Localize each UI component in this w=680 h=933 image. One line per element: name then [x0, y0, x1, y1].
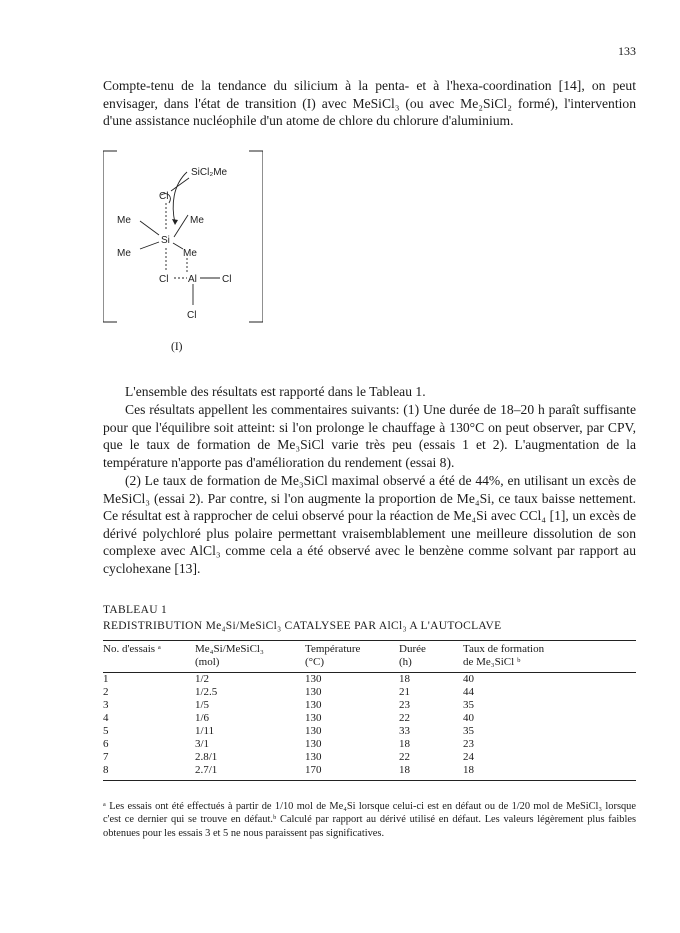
table-row — [103, 699, 636, 712]
table-cell: 2.8/1 — [195, 751, 218, 763]
table-number: TABLEAU 1 — [103, 604, 168, 616]
table-row — [103, 751, 636, 764]
atom-al: Al — [188, 274, 197, 285]
table-title: REDISTRIBUTION Me₄Si/MeSiCl₃ CATALYSEE PAR AlCl₃ A L'AUTOCLAVE — [103, 620, 502, 632]
table-cell: 2.7/1 — [195, 764, 218, 776]
table-cell: 170 — [305, 764, 322, 776]
atom-si: Si — [161, 235, 170, 246]
paragraph-ensemble: L'ensemble des résultats est rapporté dans le Tableau 1. — [125, 384, 426, 399]
header-ratio-line1: Me₄Si/MeSiCl₃ — [195, 643, 264, 655]
atom-sicl2me: SiCl₂Me — [191, 167, 228, 178]
table-cell: 22 — [399, 751, 410, 763]
table-footnotes: ᵃ Les essais ont été effectués à partir de 1/10 mol de Me₄Si lorsque celui-ci est en défaut ou de 1/20 mol de MeSiCl₃ lorsque c'est ce dernier qui se trouve en défaut.ᵇ Calculé par rapport au dérivé utilisé en défaut. Les valeurs légèrement plus faibles obtenues pour les essais 3 et 5 ne nous paraissent pas significatives. — [103, 801, 636, 839]
atom-cl-top: Cl — [159, 191, 169, 202]
table-header-row — [103, 641, 636, 673]
bond-me-si-upper-right — [174, 215, 188, 237]
table-cell: 23 — [399, 699, 410, 711]
paragraph-comment-2: (2) Le taux de formation de Me₃SiCl maximal observé a été de 44%, en utilisant un excès de MeSiCl₃ (essai 2). Par contre, si l'on augmente la proportion de Me₄Si, ce taux baisse nettement. Ce résultat est à rapprocher de celui observé pour la réaction de Me₄Si avec CCl₄ [1], un excès de dérivé polychloré plus polaire permettant vraisemblablement une meilleure dissolution de son complexe avec AlCl₃ comme cela a été observé avec le benzène comme solvant par rapport au cyclohexane [13]. — [103, 473, 636, 576]
table-cell: 1/2.5 — [195, 686, 218, 698]
header-taux — [463, 641, 636, 673]
header-taux-line1: Taux de formation — [463, 643, 545, 655]
table-cell: 3 — [103, 699, 109, 711]
header-temperature — [305, 641, 399, 673]
transition-state-figure — [103, 145, 263, 330]
table-cell: 35 — [463, 699, 474, 711]
table-cell: 23 — [463, 738, 474, 750]
table-cell: 40 — [463, 673, 474, 685]
results-table — [103, 640, 636, 781]
table-row — [103, 738, 636, 751]
table-row — [103, 686, 636, 699]
table-cell: 130 — [305, 712, 322, 724]
header-essai — [103, 641, 195, 673]
table-cell: 130 — [305, 686, 322, 698]
table-cell: 2 — [103, 686, 109, 698]
table-cell: 33 — [399, 725, 410, 737]
table-cell: 6 — [103, 738, 109, 750]
page-number: 133 — [618, 44, 636, 58]
table-cell: 130 — [305, 673, 322, 685]
header-essai-line1: No. d'essais ᵃ — [103, 643, 161, 655]
atom-me-left-upper: Me — [117, 215, 131, 226]
left-bracket — [103, 151, 117, 322]
atom-cl-right: Cl — [222, 274, 232, 285]
table-cell: 22 — [399, 712, 410, 724]
table-row — [103, 712, 636, 725]
header-ratio — [195, 641, 305, 673]
atom-cl-bottom: Cl — [187, 310, 197, 321]
atom-cl-left: Cl — [159, 274, 169, 285]
table-cell: 18 — [399, 764, 410, 776]
table-cell: 18 — [399, 738, 410, 750]
table-cell: 35 — [463, 725, 474, 737]
curved-arrow — [173, 172, 187, 223]
table-row — [103, 725, 636, 738]
table-cell: 130 — [305, 738, 322, 750]
atom-me-left-lower: Me — [117, 248, 131, 259]
table-cell: 40 — [463, 712, 474, 724]
table-cell: 130 — [305, 699, 322, 711]
bond-si-me-lower-right — [173, 243, 183, 249]
table-cell: 1/2 — [195, 673, 210, 685]
right-bracket — [249, 151, 263, 322]
table-cell: 5 — [103, 725, 109, 737]
figure-label: (I) — [171, 341, 183, 353]
header-temperature-line1: Température — [305, 643, 361, 655]
table-cell: 1/11 — [195, 725, 215, 737]
header-ratio-line2: (mol) — [195, 656, 220, 668]
header-duree-line2: (h) — [399, 656, 412, 668]
table-row — [103, 673, 636, 687]
atom-me-right-lower: Me — [183, 248, 197, 259]
table-cell: 8 — [103, 764, 109, 776]
paragraph-comment-1: Ces résultats appellent les commentaires suivants: (1) Une durée de 18–20 h paraît suffisante pour que l'équilibre soit atteint: si l'on prolonge le chauffage à 130°C on peut observer, par CPV, que le taux de formation de Me₃SiCl varie très peu (essais 1 et 2). L'augmentation de la température n'apporte pas d'amélioration du rendement (essai 8). — [103, 402, 636, 470]
paragraph-intro: Compte-tenu de la tendance du silicium à la penta- et à l'hexa-coordination [14], on peut envisager, dans l'état de transition (I) avec MeSiCl₃ (ou avec Me₂SiCl₂ formé), l'intervention d'une assistance nucléophile d'un atome de chlore du chlorure d'aluminium. — [103, 78, 636, 129]
table-cell: 7 — [103, 751, 109, 763]
table-body — [103, 673, 636, 781]
table-cell: 1/5 — [195, 699, 210, 711]
header-duree-line1: Durée — [399, 643, 426, 655]
table-cell: 18 — [399, 673, 410, 685]
table-cell: 44 — [463, 686, 474, 698]
table-cell: 4 — [103, 712, 109, 724]
table-cell: 1 — [103, 673, 109, 685]
table-cell: 21 — [399, 686, 410, 698]
table-cell: 130 — [305, 725, 322, 737]
header-temperature-line2: (°C) — [305, 656, 325, 668]
bond-me-si-upper-left — [140, 221, 159, 235]
table-cell: 130 — [305, 751, 322, 763]
table-row — [103, 764, 636, 781]
structure-diagram — [103, 145, 263, 330]
bond-me-si-lower-left — [140, 242, 159, 249]
header-duree — [399, 641, 463, 673]
table-cell: 1/6 — [195, 712, 210, 724]
table-cell: 18 — [463, 764, 474, 776]
arrowhead — [172, 219, 178, 225]
table-cell: 24 — [463, 751, 474, 763]
atom-me-right-upper: Me — [190, 215, 204, 226]
header-taux-line2: de Me₃SiCl ᵇ — [463, 656, 521, 668]
table-cell: 3/1 — [195, 738, 210, 750]
